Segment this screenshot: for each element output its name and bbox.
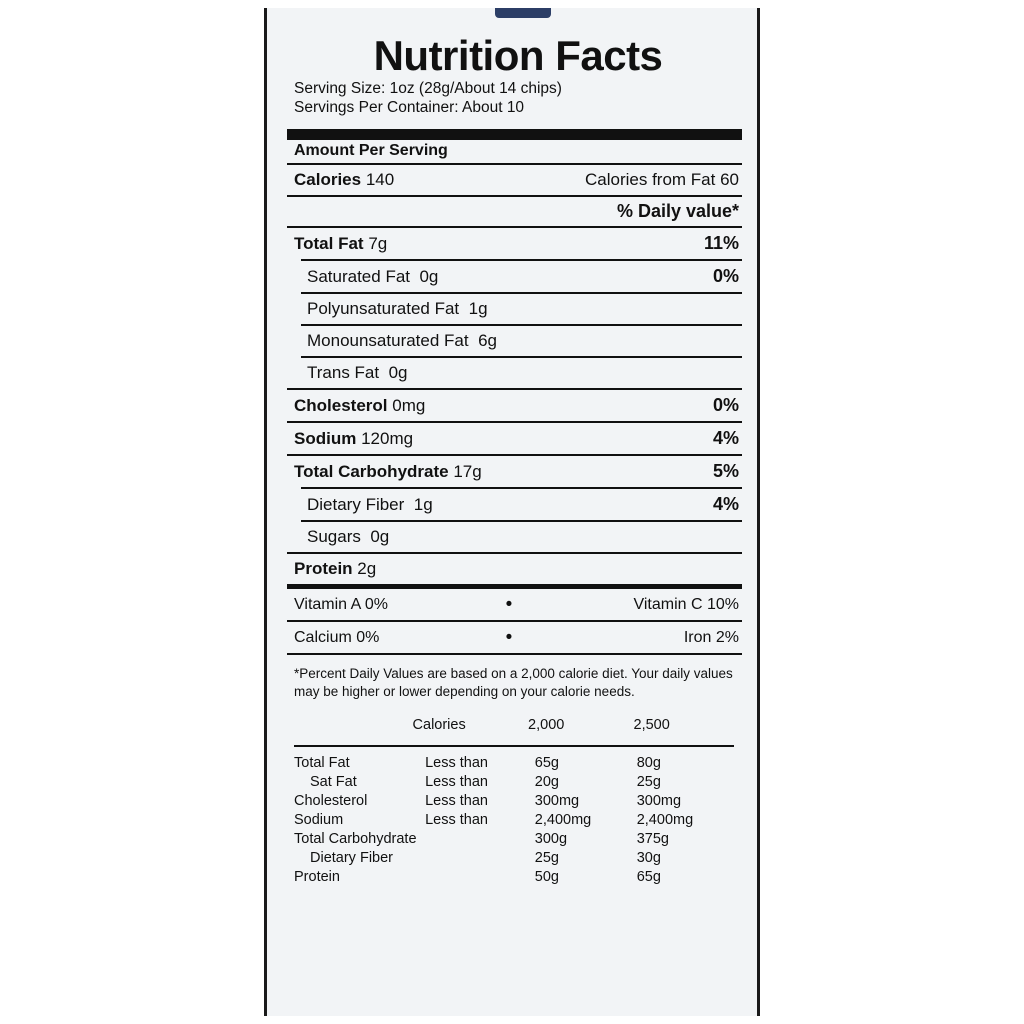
daily-value-header: % Daily value* [616,201,739,222]
dv-row-2000: 50g [534,868,559,885]
nutrient-amount: 2g [357,559,377,579]
dv-row-name: Sat Fat [310,773,357,790]
table-header-row [294,716,734,742]
nutrient-amount: 1g [413,495,433,515]
daily-value-footnote: *Percent Daily Values are based on a 2,000 calorie diet. Your daily values may be higher or lower depending on your calorie needs. [294,666,733,700]
table-row [294,810,734,829]
vitamin-left: Vitamin A 0% [294,595,388,613]
dv-row-2000: 20g [534,773,559,790]
page-title: Nutrition Facts [373,32,663,79]
dv-row-qualifier: Less than [425,773,488,790]
nutrient-amount: 0mg [392,396,426,416]
table-row [294,867,734,886]
servings-per-container-text: Servings Per Container: About 10 [294,99,525,117]
dv-row-2000: 25g [534,849,559,866]
nutrient-row-total-carbohydrate [281,456,749,487]
dv-row-qualifier: Less than [425,754,488,771]
nutrient-name: Saturated Fat [307,267,411,287]
package-edge-marker [495,8,551,18]
dv-row-2500: 25g [636,773,661,790]
nutrient-row-total-fat [281,228,749,259]
nutrition-label-content [281,34,749,886]
table-header-blank [294,716,413,742]
amount-per-serving-label: Amount Per Serving [294,142,448,160]
dv-row-name: Total Fat [294,754,350,771]
nutrient-name: Polyunsaturated Fat [307,299,460,319]
calories-label: Calories [294,170,362,190]
nutrition-label-panel [264,8,760,1016]
nutrient-name: Total Fat [294,234,364,254]
nutrient-name: Trans Fat [307,363,380,383]
nutrient-name: Monounsaturated Fat [307,331,469,351]
nutrient-name: Sodium [294,429,357,449]
table-header-calories: Calories [412,717,466,734]
nutrient-row-polyunsaturated-fat [281,294,749,324]
dv-row-2500: 65g [636,868,661,885]
dv-row-2500: 30g [636,849,661,866]
dv-row-name: Protein [294,868,340,885]
dv-row-2500: 80g [636,754,661,771]
nutrient-name: Protein [294,559,353,579]
daily-values-reference-body [294,753,734,886]
nutrient-row-cholesterol [281,390,749,421]
nutrient-amount: 0g [370,527,390,547]
table-row [294,829,734,848]
nutrient-name: Dietary Fiber [307,495,405,515]
dv-row-name: Dietary Fiber [310,849,393,866]
nutrient-row-dietary-fiber [281,489,749,520]
nutrient-amount: 120mg [361,429,414,449]
vitamin-right: Vitamin C 10% [633,595,739,613]
nutrient-row-sugars [281,522,749,552]
nutrient-row-saturated-fat [281,261,749,292]
nutrient-amount: 7g [368,234,388,254]
table-row [294,848,734,867]
nutrient-name: Cholesterol [294,396,388,416]
daily-values-reference-table [294,716,734,742]
calories-from-fat: Calories from Fat 60 [585,170,739,190]
dv-row-qualifier: Less than [425,792,488,809]
table-row [294,772,734,791]
dv-row-name: Sodium [294,811,344,828]
dv-row-name: Total Carbohydrate [294,830,417,847]
nutrient-daily-value: 5% [712,461,739,482]
table-header-2000: 2,000 [528,717,565,734]
nutrient-daily-value: 4% [712,428,739,449]
nutrient-row-monounsaturated-fat [281,326,749,356]
vitamin-row-a-c [281,589,749,620]
vitamin-row-calcium-iron [281,622,749,653]
dv-row-2000: 65g [534,754,559,771]
dv-row-2500: 2,400mg [636,811,694,828]
nutrient-amount: 17g [453,462,482,482]
dv-row-2000: 300mg [534,792,580,809]
divider-thick-top [287,129,742,140]
nutrient-daily-value: 0% [712,266,739,287]
nutrient-daily-value: 11% [703,233,739,254]
nutrient-row-trans-fat [281,358,749,388]
nutrient-amount: 6g [478,331,497,351]
dv-row-qualifier: Less than [425,811,488,828]
bullet-dot-icon: • [505,594,513,616]
serving-size-text: Serving Size: 1oz (28g/About 14 chips) [294,80,562,98]
nutrient-amount: 0g [388,363,408,383]
dv-row-qualifier [425,848,535,867]
bullet-dot-icon: • [505,627,513,649]
dv-row-qualifier [425,829,535,848]
nutrient-daily-value: 4% [712,494,739,515]
table-row [294,791,734,810]
nutrient-name: Sugars [307,527,361,547]
calories-value: 140 [365,170,395,190]
dv-row-2000: 300g [534,830,568,847]
dv-row-qualifier [425,867,535,886]
nutrient-row-sodium [281,423,749,454]
nutrient-amount: 0g [419,267,439,287]
dv-row-2000: 2,400mg [534,811,592,828]
vitamin-left: Calcium 0% [294,628,380,646]
table-header-2500: 2,500 [633,717,670,734]
dv-row-2500: 375g [636,830,669,847]
table-row [294,753,734,772]
nutrient-name: Total Carbohydrate [294,462,449,482]
calories-row [281,165,749,195]
nutrient-row-protein [281,554,749,584]
nutrient-amount: 1g [468,299,488,319]
vitamin-right: Iron 2% [683,628,739,646]
dv-row-name: Cholesterol [294,792,368,809]
dv-row-2500: 300mg [636,792,682,809]
nutrient-daily-value: 0% [712,395,739,416]
divider-under-table-header [294,745,734,747]
